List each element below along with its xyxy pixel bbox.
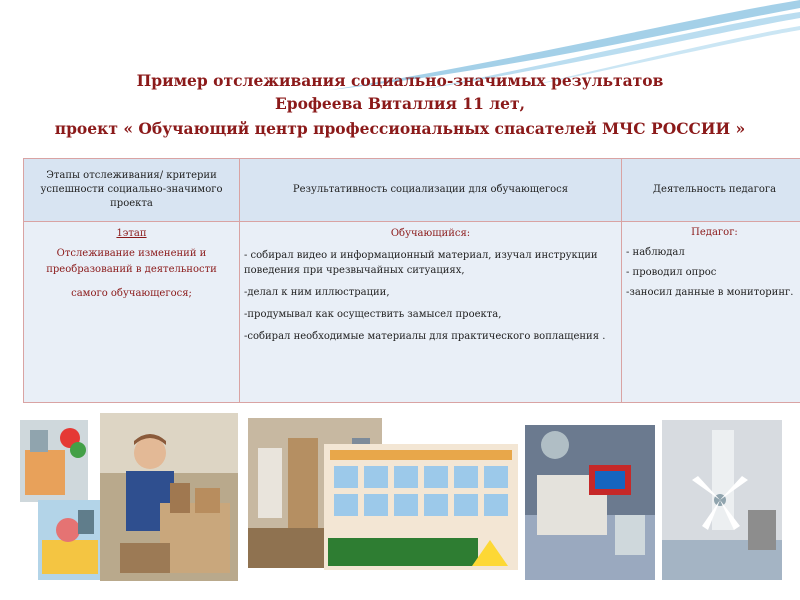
student-item-1: - собирал видео и информационный материал, изучал инструкции поведения при чрезвычайных ситуациях, (244, 250, 598, 276)
tracking-table (23, 158, 800, 403)
student-item-2: -делал к ним иллюстрации, (244, 287, 390, 298)
page-title-line-3: проект « Обучающий центр профессиональных спасателей МЧС РОССИИ » (54, 119, 746, 138)
student-item-4: -собирал необходимые материалы для практического воплащения . (244, 331, 606, 342)
header-teacher: Деятельность педагога (622, 159, 800, 222)
header-stages: Этапы отслеживания/ критерии успешности социально-значимого проекта (24, 159, 240, 222)
student-cell (240, 222, 622, 403)
teacher-item-3: -заносил данные в мониторинг. (626, 287, 794, 298)
illustration-photo-1 (20, 420, 88, 502)
page-title-line-1: Пример отслеживания социально-значимых результатов (136, 71, 664, 90)
boy-with-model-photo (100, 413, 238, 581)
header-results: Результативность социализации для обучающегося (240, 159, 622, 222)
safety-poster-photo (324, 444, 518, 570)
teacher-cell (622, 222, 800, 403)
student-item-3: -продумывал как осуществить замысел проекта, (244, 309, 502, 320)
page-title-line-2: Ерофеева Виталлия 11 лет, (274, 94, 526, 113)
stage-text-1: Отслеживание изменений и преобразований в деятельности (46, 248, 217, 275)
illustration-photo-2 (38, 500, 102, 580)
teacher-item-2: - проводил опрос (626, 267, 717, 278)
teacher-item-1: - наблюдал (626, 247, 685, 258)
student-heading: Обучающийся: (390, 228, 471, 239)
stage-cell (24, 222, 240, 403)
teacher-heading: Педагог: (691, 227, 738, 238)
windmill-model-photo (662, 420, 782, 580)
stage-label: 1этап (116, 228, 147, 239)
stage-text-2: самого обучающегося; (71, 288, 192, 299)
rescue-model-photo (525, 425, 655, 580)
